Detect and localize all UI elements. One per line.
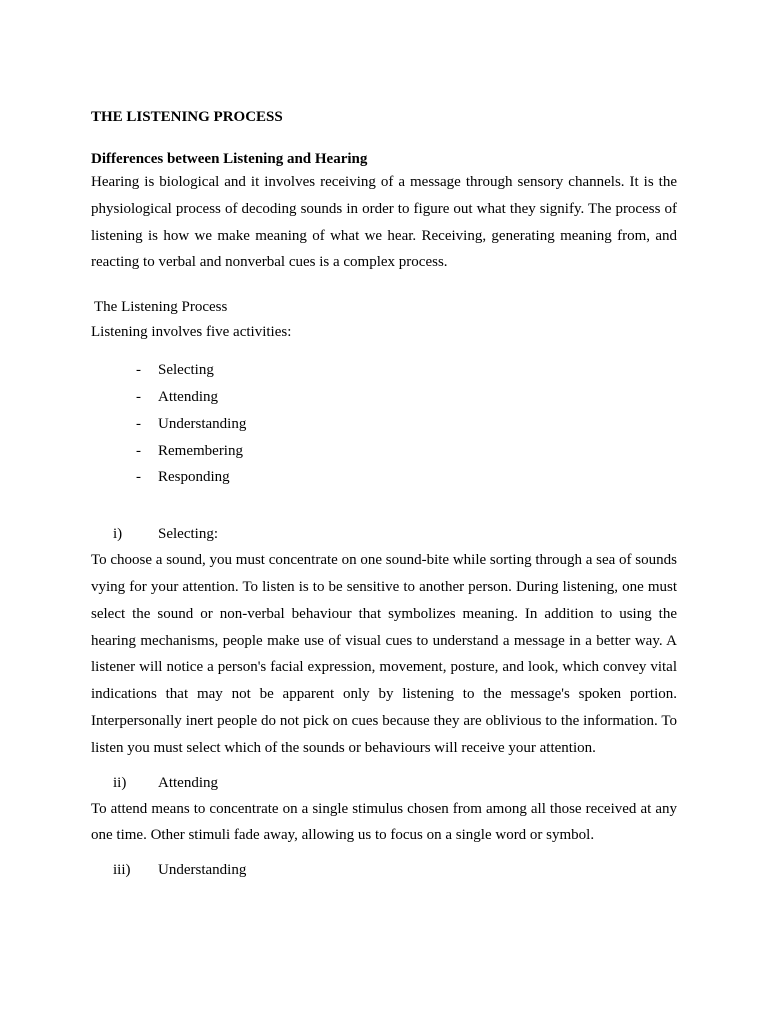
intro-text: Listening involves five activities:: [91, 324, 292, 341]
list-item: [91, 438, 677, 465]
subheading: Differences between Listening and Hearing: [91, 151, 368, 167]
activities-list: [91, 357, 677, 491]
list-item-label: Selecting: [158, 362, 214, 379]
section-label: The Listening Process: [94, 299, 228, 316]
list-item-label: Attending: [158, 388, 218, 405]
selecting-paragraph: To choose a sound, you must concentrate on one sound-bite while sorting through a sea of sounds vying for your attention. To listen is to be sensitive to another person. During listening, one must select the sound or non-verbal behaviour that symbolizes meaning. In addition to using the hearing mechanisms, people make use of visual cues to understand a message in a better way. A listener will notice a person's facial expression, movement, posture, and look, which convey vital indications that may not be apparent only by listening to the message's spoken portion. Interpersonally inert people do not pick on cues because they are oblivious to the information. To listen you must select which of the sounds or behaviours will receive your attention.: [91, 552, 677, 756]
section-heading-label: Understanding: [158, 862, 247, 879]
list-item-label: Responding: [158, 469, 230, 486]
section-heading-label: Selecting:: [158, 526, 218, 543]
bullet-dash: -: [136, 442, 141, 459]
attending-paragraph: To attend means to concentrate on a single stimulus chosen from among all those received at any one time. Other stimuli fade away, allowing us to focus on a single word or symbol.: [91, 800, 677, 844]
bullet-dash: -: [136, 362, 141, 379]
list-item-label: Understanding: [158, 415, 247, 432]
section-number: ii): [113, 774, 127, 791]
section-heading-understanding: [91, 859, 677, 881]
section-heading-attending: [91, 772, 677, 794]
list-item: [91, 411, 677, 438]
list-item: [91, 464, 677, 491]
bullet-dash: -: [136, 388, 141, 405]
list-item-label: Remembering: [158, 442, 243, 459]
section-number: iii): [113, 862, 131, 879]
bullet-dash: -: [136, 469, 141, 486]
section-heading-label: Attending: [158, 774, 218, 791]
document-body: [91, 107, 677, 883]
list-item: [91, 384, 677, 411]
bullet-dash: -: [136, 415, 141, 432]
hearing-paragraph: Hearing is biological and it involves receiving of a message through sensory channels. It is the physiological process of decoding sounds in order to figure out what they signify. The process of listening is how we make meaning of what we hear. Receiving, generating meaning from, and reacting to verbal and nonverbal cues is a complex process.: [91, 174, 677, 271]
list-item: [91, 357, 677, 384]
document-title: THE LISTENING PROCESS: [91, 109, 283, 125]
section-heading-selecting: [91, 523, 677, 545]
section-number: i): [113, 526, 123, 543]
